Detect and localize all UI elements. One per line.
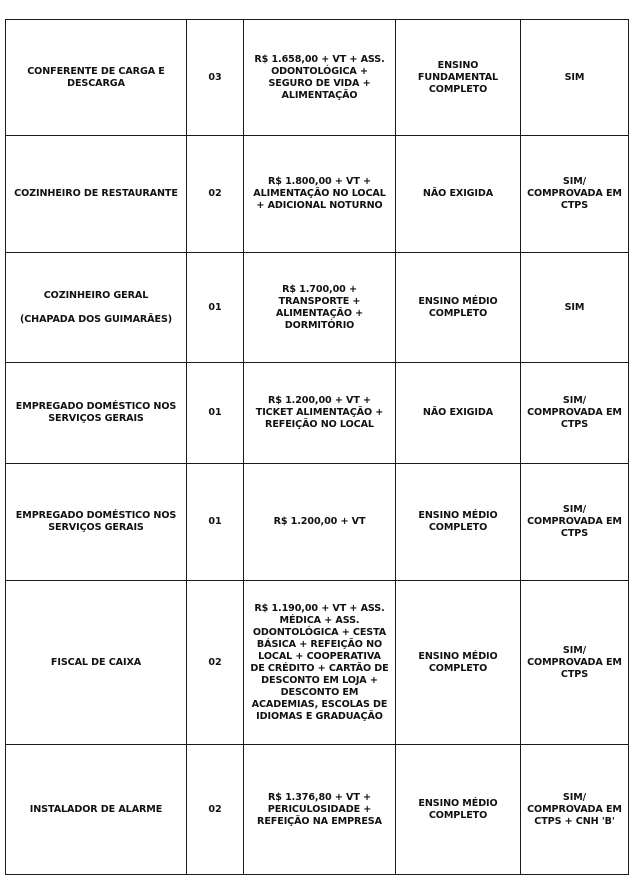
vacancies: 01 xyxy=(187,253,244,363)
salary-benefits: R$ 1.200,00 + VT xyxy=(244,464,396,581)
education: ENSINO MÉDIO COMPLETO xyxy=(396,253,521,363)
education: ENSINO FUNDAMENTAL COMPLETO xyxy=(396,20,521,136)
experience: SIM/ COMPROVADA EM CTPS + CNH 'B' xyxy=(521,745,629,875)
table-row xyxy=(6,745,629,875)
job-title: EMPREGADO DOMÉSTICO NOS SERVIÇOS GERAIS xyxy=(6,363,187,464)
education: ENSINO MÉDIO COMPLETO xyxy=(396,745,521,875)
experience: SIM/ COMPROVADA EM CTPS xyxy=(521,464,629,581)
vacancies: 03 xyxy=(187,20,244,136)
vacancies: 01 xyxy=(187,363,244,464)
table-row xyxy=(6,581,629,745)
experience: SIM/ COMPROVADA EM CTPS xyxy=(521,136,629,253)
table-row xyxy=(6,464,629,581)
salary-benefits: R$ 1.376,80 + VT + PERICULOSIDADE + REFEIÇÃO NA EMPRESA xyxy=(244,745,396,875)
job-title-main: COZINHEIRO GERAL xyxy=(43,289,149,301)
job-title: FISCAL DE CAIXA xyxy=(6,581,187,745)
vacancies: 02 xyxy=(187,136,244,253)
job-title: EMPREGADO DOMÉSTICO NOS SERVIÇOS GERAIS xyxy=(6,464,187,581)
job-title: INSTALADOR DE ALARME xyxy=(6,745,187,875)
vacancies: 02 xyxy=(187,581,244,745)
job-location-note: (CHAPADA DOS GUIMARÃES) xyxy=(19,313,173,325)
salary-benefits: R$ 1.658,00 + VT + ASS. ODONTOLÓGICA + SEGURO DE VIDA + ALIMENTAÇÃO xyxy=(244,20,396,136)
job-title xyxy=(6,253,187,363)
experience: SIM/ COMPROVADA EM CTPS xyxy=(521,581,629,745)
education: ENSINO MÉDIO COMPLETO xyxy=(396,464,521,581)
salary-benefits: R$ 1.800,00 + VT + ALIMENTAÇÃO NO LOCAL + ADICIONAL NOTURNO xyxy=(244,136,396,253)
education: NÃO EXIGIDA xyxy=(396,363,521,464)
vacancies: 01 xyxy=(187,464,244,581)
salary-benefits: R$ 1.200,00 + VT + TICKET ALIMENTAÇÃO + REFEIÇÃO NO LOCAL xyxy=(244,363,396,464)
table-row xyxy=(6,20,629,136)
education: ENSINO MÉDIO COMPLETO xyxy=(396,581,521,745)
experience: SIM xyxy=(521,20,629,136)
table-row xyxy=(6,136,629,253)
job-title: COZINHEIRO DE RESTAURANTE xyxy=(6,136,187,253)
education: NÃO EXIGIDA xyxy=(396,136,521,253)
vacancies: 02 xyxy=(187,745,244,875)
job-listings-table xyxy=(5,19,629,875)
experience: SIM/ COMPROVADA EM CTPS xyxy=(521,363,629,464)
salary-benefits: R$ 1.700,00 + TRANSPORTE + ALIMENTAÇÃO + DORMITÓRIO xyxy=(244,253,396,363)
salary-benefits: R$ 1.190,00 + VT + ASS. MÉDICA + ASS. ODONTOLÓGICA + CESTA BÁSICA + REFEIÇÃO NO LOCAL + COOPERATIVA DE CRÉDITO + CARTÃO DE DESCONTO EM LOJA + DESCONTO EM ACADEMIAS, ESCOLAS DE IDIOMAS E GRADUAÇÃO xyxy=(244,581,396,745)
experience: SIM xyxy=(521,253,629,363)
table-row xyxy=(6,363,629,464)
table-row xyxy=(6,253,629,363)
job-title: CONFERENTE DE CARGA E DESCARGA xyxy=(6,20,187,136)
